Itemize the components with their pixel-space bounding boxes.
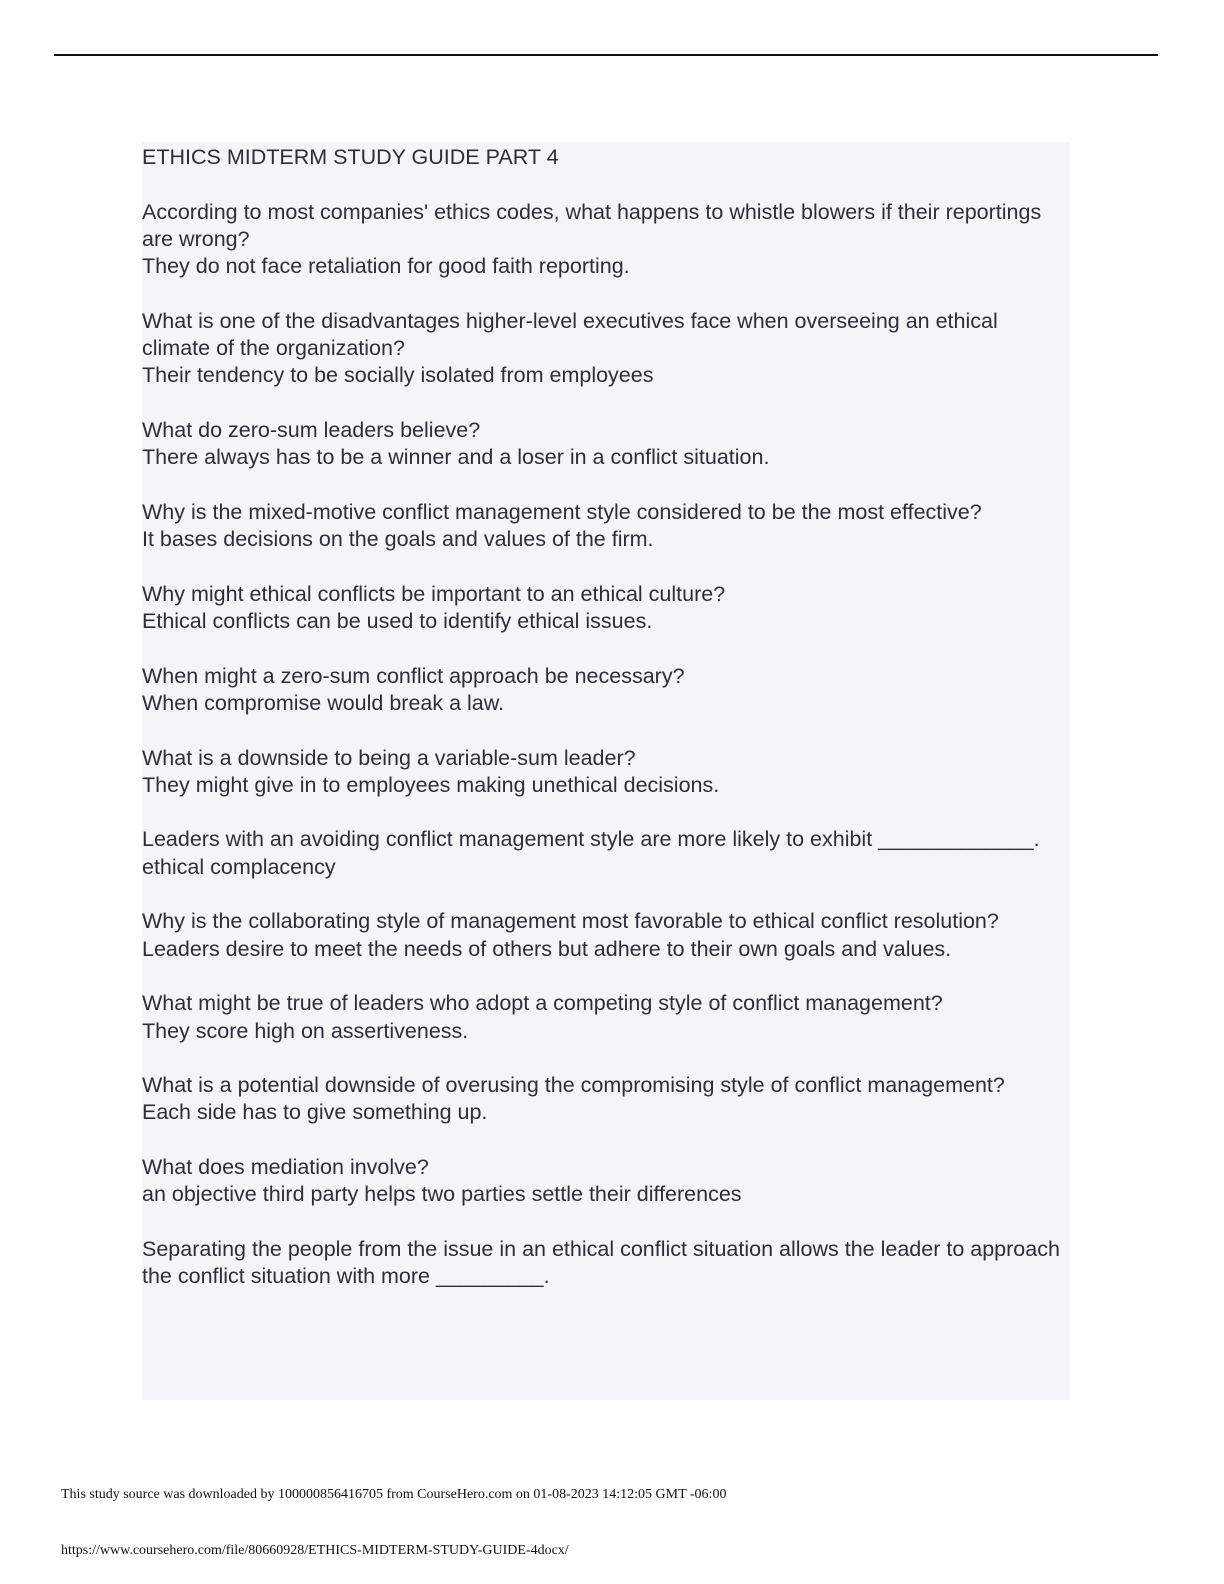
question-text: Why might ethical conflicts be important to an ethical culture? bbox=[142, 581, 726, 606]
question-text: Why is the mixed-motive conflict management style considered to be the most effective? bbox=[142, 499, 982, 524]
qa-item bbox=[142, 499, 1070, 554]
qa-item bbox=[142, 826, 1070, 881]
answer-text: They might give in to employees making unethical decisions. bbox=[142, 772, 720, 797]
answer-text: Leaders desire to meet the needs of others but adhere to their own goals and values. bbox=[142, 936, 952, 961]
answer-text: When compromise would break a law. bbox=[142, 690, 505, 715]
qa-item bbox=[142, 199, 1070, 281]
qa-list bbox=[142, 199, 1070, 1291]
answer-text: They score high on assertiveness. bbox=[142, 1018, 469, 1043]
question-text: What might be true of leaders who adopt a competing style of conflict management? bbox=[142, 991, 943, 1016]
answer-text: an objective third party helps two parties settle their differences bbox=[142, 1182, 742, 1207]
question-text: What is a potential downside of overusing the compromising style of conflict management? bbox=[142, 1073, 1005, 1098]
qa-item bbox=[142, 308, 1070, 390]
question-text: Why is the collaborating style of management most favorable to ethical conflict resolution? bbox=[142, 909, 999, 934]
document-body bbox=[142, 142, 1070, 1400]
answer-text: Their tendency to be socially isolated from employees bbox=[142, 363, 654, 388]
qa-item bbox=[142, 1154, 1070, 1209]
answer-text: Each side has to give something up. bbox=[142, 1100, 488, 1125]
qa-item bbox=[142, 745, 1070, 800]
qa-item bbox=[142, 581, 1070, 636]
qa-item bbox=[142, 990, 1070, 1045]
question-text: Leaders with an avoiding conflict management style are more likely to exhibit _____________. bbox=[142, 827, 1040, 852]
answer-text: ethical complacency bbox=[142, 854, 336, 879]
download-source-note: This study source was downloaded by 100000856416705 from CourseHero.com on 01-08-2023 14:12:05 GMT -06:00 bbox=[61, 1487, 727, 1502]
question-text: What do zero-sum leaders believe? bbox=[142, 417, 481, 442]
question-text: What is one of the disadvantages higher-level executives face when overseeing an ethical climate of the organization? bbox=[142, 308, 998, 361]
question-text: Separating the people from the issue in an ethical conflict situation allows the leader to approach the conflict situation with more _________. bbox=[142, 1236, 1060, 1289]
question-text: According to most companies' ethics codes, what happens to whistle blowers if their reportings are wrong? bbox=[142, 199, 1042, 251]
header-rule bbox=[54, 54, 1158, 56]
qa-item bbox=[142, 1236, 1070, 1291]
qa-item bbox=[142, 663, 1070, 718]
source-url: https://www.coursehero.com/file/80660928/ETHICS-MIDTERM-STUDY-GUIDE-4docx/ bbox=[61, 1543, 569, 1558]
answer-text: They do not face retaliation for good faith reporting. bbox=[142, 254, 630, 279]
qa-item bbox=[142, 417, 1070, 472]
question-text: When might a zero-sum conflict approach be necessary? bbox=[142, 663, 685, 688]
qa-item bbox=[142, 908, 1070, 963]
document-title: ETHICS MIDTERM STUDY GUIDE PART 4 bbox=[142, 145, 559, 169]
answer-text: It bases decisions on the goals and values of the firm. bbox=[142, 527, 654, 552]
answer-text: There always has to be a winner and a loser in a conflict situation. bbox=[142, 445, 770, 470]
qa-item bbox=[142, 1072, 1070, 1127]
question-text: What is a downside to being a variable-sum leader? bbox=[142, 745, 636, 770]
answer-text: Ethical conflicts can be used to identify ethical issues. bbox=[142, 609, 653, 634]
question-text: What does mediation involve? bbox=[142, 1154, 429, 1179]
